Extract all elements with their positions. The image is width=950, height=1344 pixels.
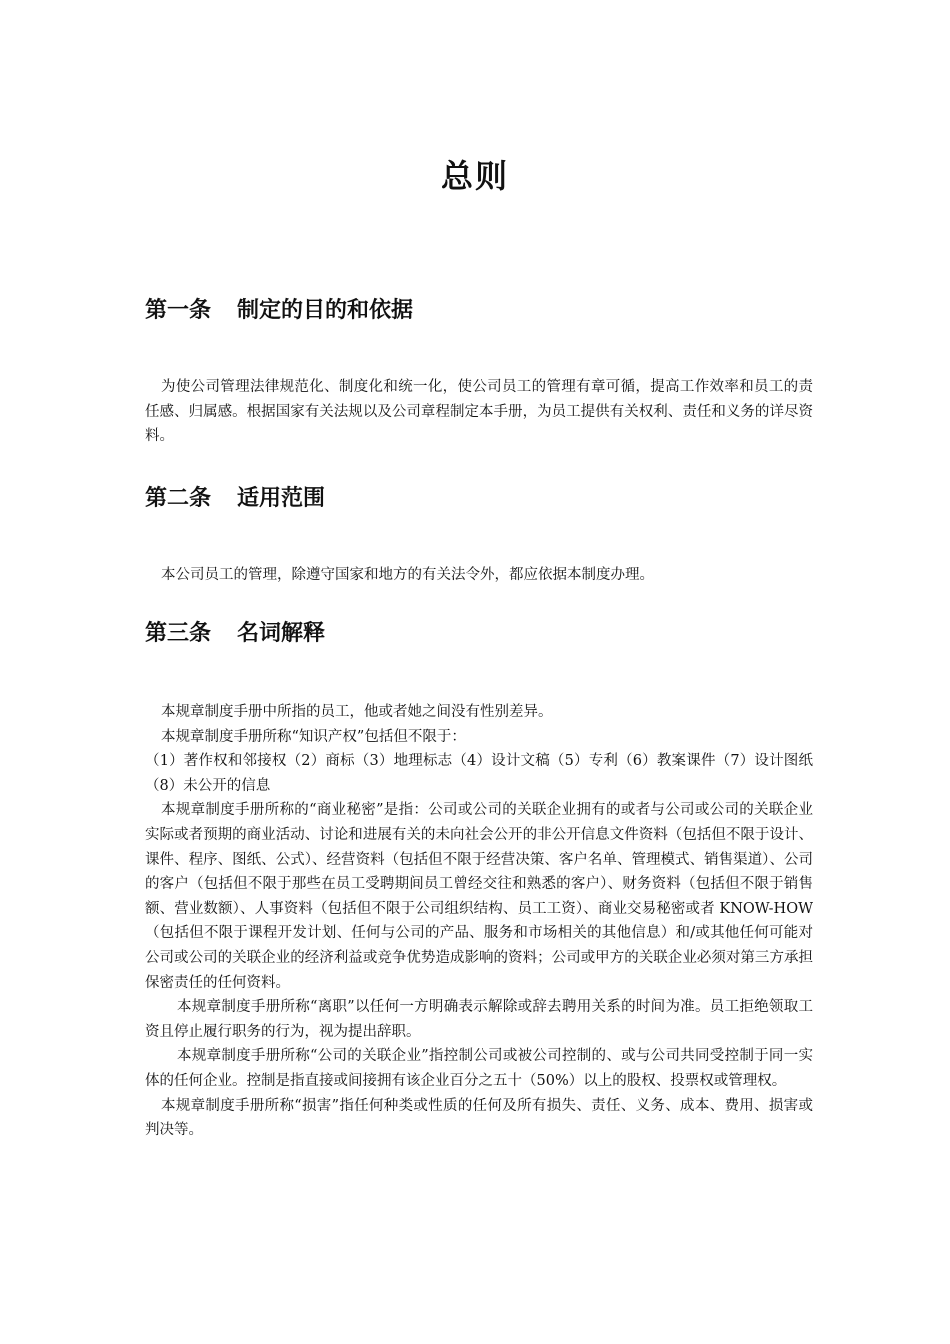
paragraph: 本规章制度手册所称“知识产权”包括但不限于：: [161, 728, 466, 745]
paragraph: 本公司员工的管理，除遵守国家和地方的有关法令外，都应依据本制度办理。: [161, 567, 654, 583]
section-heading-3: [145, 619, 325, 649]
section-body-1: [145, 375, 813, 449]
paragraph: 本规章制度手册所称“公司的关联企业”指控制公司或被公司控制的、或与公司共同受控制于同一实体的任何企业。控制是指直接或间接拥有该企业百分之五十（50%）以上的股权、投票权或管理权。: [145, 1048, 813, 1089]
section-body-3: [145, 700, 813, 1143]
document-title: 总则: [440, 157, 509, 195]
paragraph: 为使公司管理法律规范化、制度化和统一化，使公司员工的管理有章可循，提高工作效率和员工的责任感、归属感。根据国家有关法规以及公司章程制定本手册，为员工提供有关权利、责任和义务的详尽资料。: [145, 379, 813, 445]
section-body-2: [145, 563, 813, 588]
paragraph-list: （1）著作权和邻接权（2）商标（3）地理标志（4）设计文稿（5）专利（6）教案课件（7）设计图纸（8）未公开的信息: [145, 753, 813, 794]
paragraph: 本规章制度手册所称的“商业秘密”是指：公司或公司的关联企业拥有的或者与公司或公司的关联企业实际或者预期的商业活动、讨论和进展有关的未向社会公开的非公开信息文件资料（包括但不限于设计、课件、程序、图纸、公式）、经营资料（包括但不限于经营决策、客户名单、管理模式、销售渠道）、公司的客户（包括但不限于那些在员工受聘期间员工曾经交往和熟悉的客户）、财务资料（包括但不限于销售额、营业数额）、人事资料（包括但不限于公司组织结构、员工工资）、商业交易秘密或者 KNOW-HOW（包括但不限于课程开发计划、任何与公司的产品、服务和市场相关的其他信息）和/或其他任何可能对公司或公司的关联企业的经济利益或竞争优势造成影响的资料；公司或甲方的关联企业必须对第三方承担保密责任的任何资料。: [145, 802, 813, 991]
paragraph: 本规章制度手册中所指的员工，他或者她之间没有性别差异。: [161, 704, 553, 720]
paragraph: 本规章制度手册所称“损害”指任何种类或性质的任何及所有损失、责任、义务、成本、费用、损害或判决等。: [145, 1097, 813, 1139]
paragraph: 本规章制度手册所称“离职”以任何一方明确表示解除或辞去聘用关系的时间为准。员工拒绝领取工资且停止履行职务的行为，视为提出辞职。: [145, 999, 813, 1040]
section-heading-2: [145, 484, 325, 514]
section-title: 制定的目的和依据: [237, 298, 414, 323]
section-title: 名词解释: [237, 621, 326, 646]
section-number: 第一条: [145, 298, 212, 323]
section-heading-1: [145, 296, 413, 326]
section-title: 适用范围: [237, 486, 326, 511]
section-number: 第二条: [145, 486, 212, 511]
section-number: 第三条: [145, 621, 212, 646]
